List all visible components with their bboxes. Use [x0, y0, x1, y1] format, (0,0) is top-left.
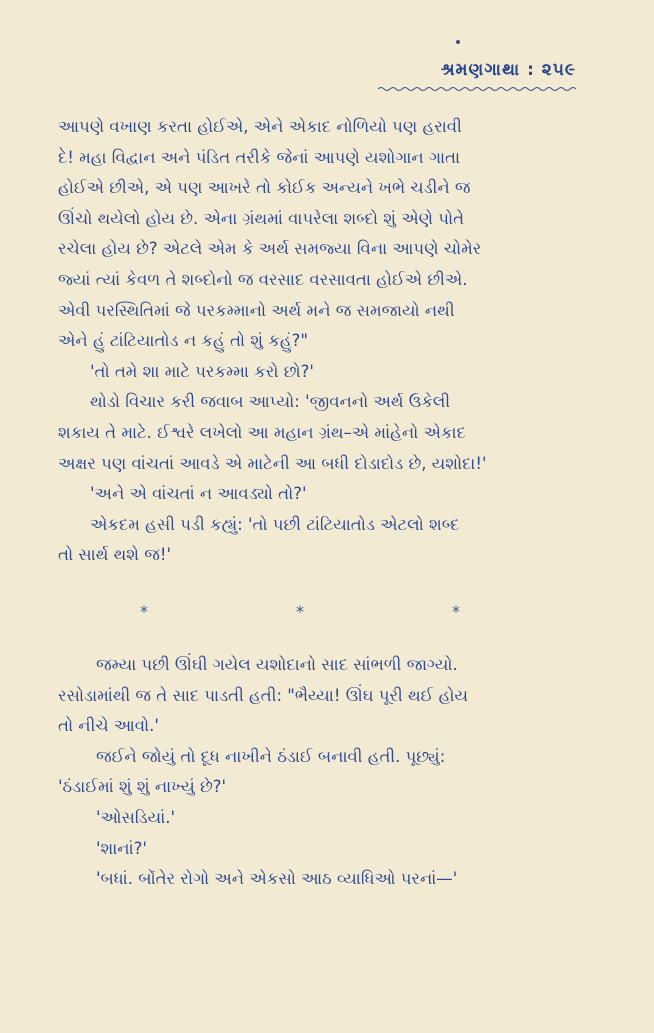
text-line: હોઈએ છીએ, એ પણ આખરે તો કોઈક અન્યને ખભે ચડીને જ	[58, 178, 471, 198]
divider-star: *	[140, 602, 148, 621]
text-line: અક્ષર પણ વાંચતાં આવડે એ માટેની આ બધી દોડાદોડ છે, યશોદા!'	[58, 453, 487, 473]
text-line: તો સાર્થ થશે જ!'	[58, 545, 171, 565]
divider-star: *	[452, 602, 460, 621]
dialog-line: 'બધાં. બોંતેર રોગો અને એકસો આઠ વ્યાધિઓ પરનાં—'	[96, 869, 458, 889]
text-line: રચેલા હોય છે? એટલે એમ કે અર્થ સમજ્યા વિના આપણે ચોમેર	[58, 239, 482, 259]
running-head-wavy-rule	[378, 86, 576, 92]
text-line: જમ્યા પછી ઊંઘી ગયેલ યશોદાનો સાદ સાંભળી જાગ્યો.	[96, 655, 458, 674]
text-line: એકદમ હસી પડી કહ્યું: 'તો પછી ટાંટિયાતોડ એટલો શબ્દ	[90, 514, 460, 534]
text-line: દે! મહા વિદ્વાન અને પંડિત તરીકે જેનાં આપણે યશોગાન ગાતા	[58, 147, 461, 167]
text-line: એવી પરસ્થિતિમાં જે પરકમ્માનો અર્થ મને જ સમજાયો નથી	[58, 300, 455, 320]
body-text-section-2	[58, 650, 598, 895]
dialog-line: 'તો તમે શા માટે પરકમ્મા કરો છો?'	[90, 361, 314, 381]
section-divider	[140, 602, 460, 621]
text-line: ઊંચો થયેલો હોય છે. એના ગ્રંથમાં વાપરેલા શબ્દો શું એણે પોતે	[58, 208, 465, 228]
text-line: તો નીચે આવો.'	[58, 716, 159, 736]
text-line: થોડો વિચાર કરી જવાબ આપ્યો: 'જીવનનો અર્થ ઉકેલી	[90, 392, 451, 412]
text-line: આપણે વખાણ કરતા હોઈએ, એને એકાદ નોળિયો પણ હરાવી	[58, 117, 462, 136]
body-text-section-1	[58, 112, 598, 571]
ink-dot	[456, 40, 460, 44]
dialog-line: 'ઓસડિયાં.'	[96, 807, 176, 827]
divider-star: *	[296, 602, 304, 621]
running-head: શ્રમણગાથા : ૨૫૯	[440, 60, 576, 80]
text-line: શકાય તે માટે. ઈશ્વરે લખેલો આ મહાન ગ્રંથ–એ માંહેનો એકાદ	[58, 422, 466, 442]
text-line: રસોડામાંથી જ તે સાદ પાડતી હતી: "ભૈય્યા! ઊંઘ પૂરી થઈ હોય	[58, 685, 468, 705]
text-line: એને હું ટાંટિયાતોડ ન કહું તો શું કહું?"	[58, 331, 308, 351]
text-line: જ્યાં ત્યાં કેવળ તે શબ્દોનો જ વરસાદ વરસાવતા હોઈએ છીએ.	[58, 269, 468, 289]
dialog-line: 'શાનાં?'	[96, 838, 147, 858]
text-line: જઈને જોયું તો દૂધ નાખીને ઠંડાઈ બનાવી હતી. પૂછ્યું:	[96, 746, 446, 766]
dialog-line: 'અને એ વાંચતાં ન આવડ્યો તો?'	[90, 484, 307, 504]
text-line: 'ઠંડાઈમાં શું શું નાખ્યું છે?'	[58, 777, 227, 797]
